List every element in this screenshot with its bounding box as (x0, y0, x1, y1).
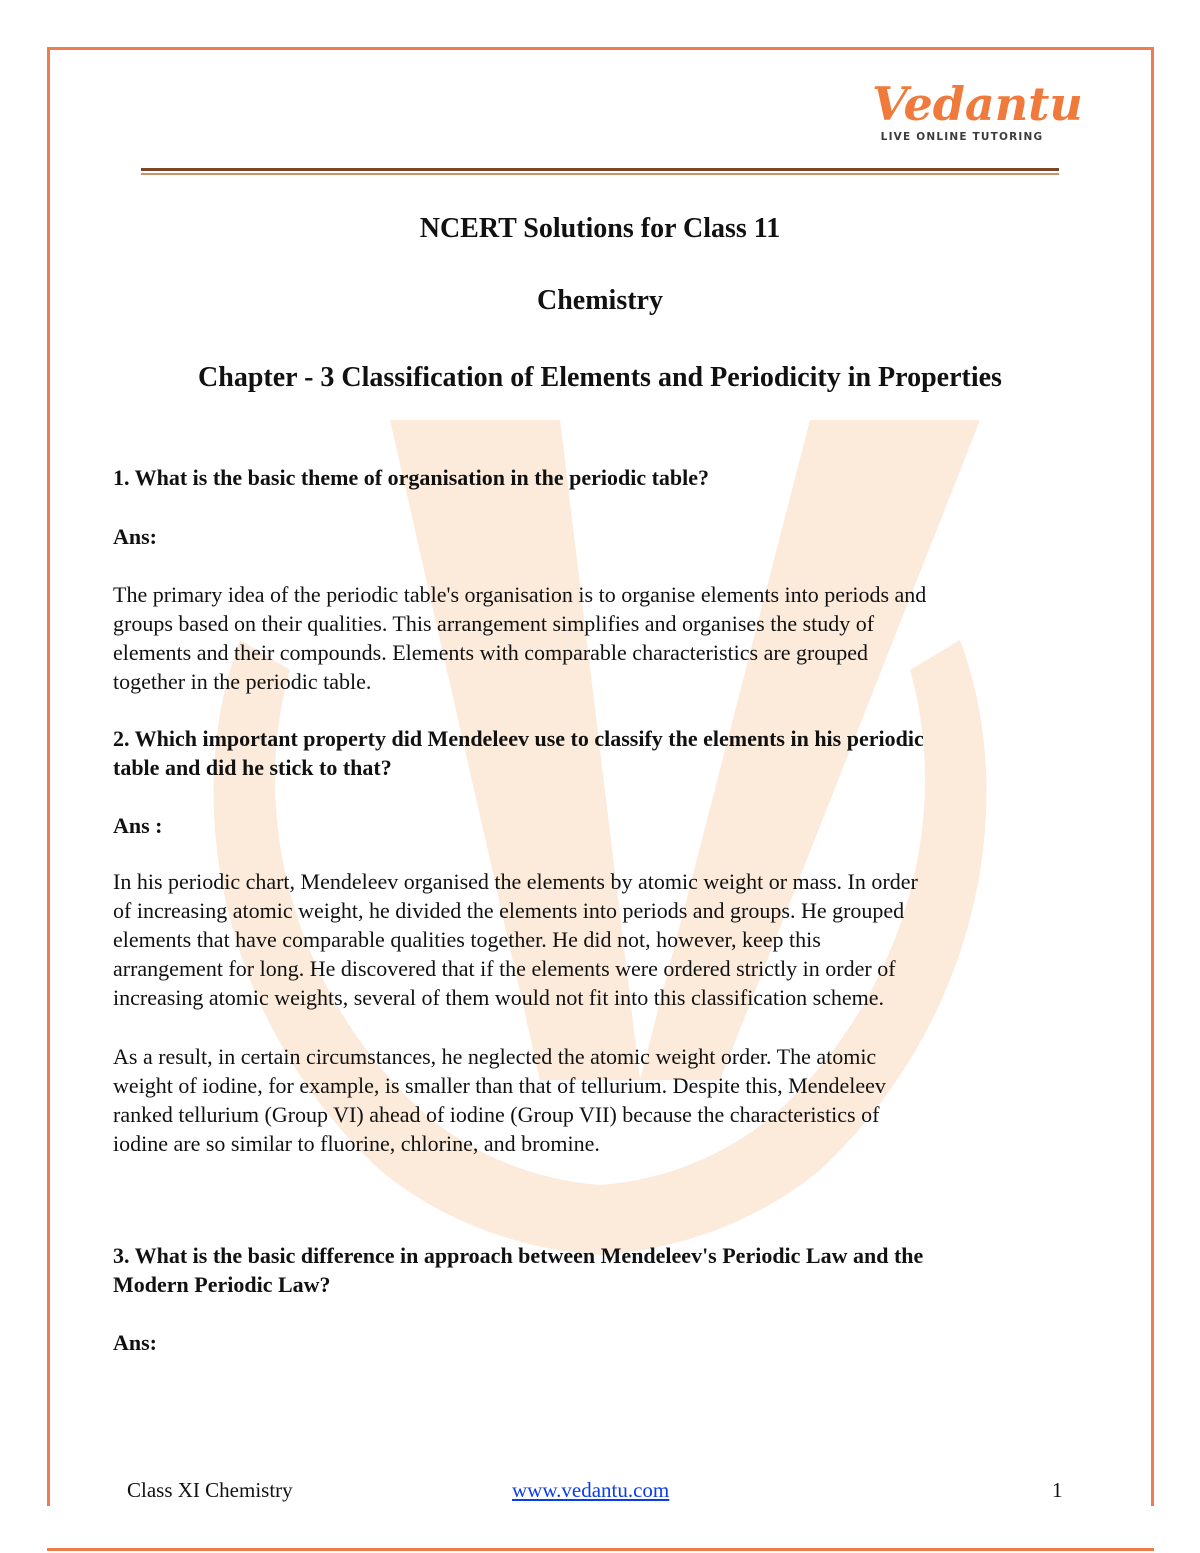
answer-line: weight of iodine, for example, is smaller than that of tellurium. Despite this, Mendeleev (113, 1073, 886, 1098)
answer-line: together in the periodic table. (113, 669, 372, 694)
logo-tagline: LIVE ONLINE TUTORING (880, 131, 1044, 143)
answer-line: increasing atomic weights, several of them would not fit into this classification scheme. (113, 985, 885, 1010)
answer-2-paragraph-1 (113, 867, 1073, 1012)
answer-line: of increasing atomic weight, he divided the elements into periods and groups. He grouped (113, 898, 905, 923)
question-3 (113, 1241, 1073, 1299)
page-frame-right (1151, 47, 1154, 1506)
answer-line: The primary idea of the periodic table's organisation is to organise elements into periods and (113, 582, 927, 607)
answer-line: ranked tellurium (Group VI) ahead of iodine (Group VII) because the characteristics of (113, 1102, 880, 1127)
answer-label-3: Ans: (113, 1330, 158, 1355)
answer-label-2: Ans : (113, 813, 163, 838)
chapter-title: Chapter - 3 Classification of Elements and Periodicity in Properties (198, 362, 1002, 393)
footer-website-link[interactable]: www.vedantu.com (512, 1478, 670, 1502)
page-number: 1 (1052, 1478, 1063, 1502)
page-frame-left (47, 47, 50, 1506)
answer-1 (113, 580, 1073, 696)
answer-line: iodine are so similar to fluorine, chlorine, and bromine. (113, 1131, 600, 1156)
question-line: Modern Periodic Law? (113, 1272, 331, 1297)
answer-line: arrangement for long. He discovered that if the elements were ordered strictly in order of (113, 956, 896, 981)
question-1: 1. What is the basic theme of organisation in the periodic table? (113, 465, 710, 490)
footer-class-label: Class XI Chemistry (127, 1478, 293, 1502)
logo-wordmark: Vedantu (872, 77, 1083, 131)
header-divider (141, 168, 1059, 171)
question-line: 2. Which important property did Mendeleev use to classify the elements in his periodic (113, 726, 924, 751)
answer-line: As a result, in certain circumstances, he neglected the atomic weight order. The atomic (113, 1044, 877, 1069)
answer-line: elements and their compounds. Elements with comparable characteristics are grouped (113, 640, 869, 665)
question-line: table and did he stick to that? (113, 755, 392, 780)
answer-line: elements that have comparable qualities together. He did not, however, keep this (113, 927, 821, 952)
header-divider-secondary (141, 173, 1059, 175)
page-frame-bottom (47, 1548, 1154, 1551)
answer-2-paragraph-2 (113, 1042, 1073, 1158)
document-title: NCERT Solutions for Class 11 (419, 213, 781, 244)
answer-line: groups based on their qualities. This arrangement simplifies and organises the study of (113, 611, 875, 636)
question-2 (113, 724, 1073, 782)
page-frame-top (47, 47, 1154, 50)
vedantu-logo (872, 77, 1083, 150)
answer-label-1: Ans: (113, 524, 158, 549)
subject-title: Chemistry (537, 285, 663, 316)
answer-line: In his periodic chart, Mendeleev organised the elements by atomic weight or mass. In order (113, 869, 918, 894)
question-line: 3. What is the basic difference in approach between Mendeleev's Periodic Law and the (113, 1243, 924, 1268)
